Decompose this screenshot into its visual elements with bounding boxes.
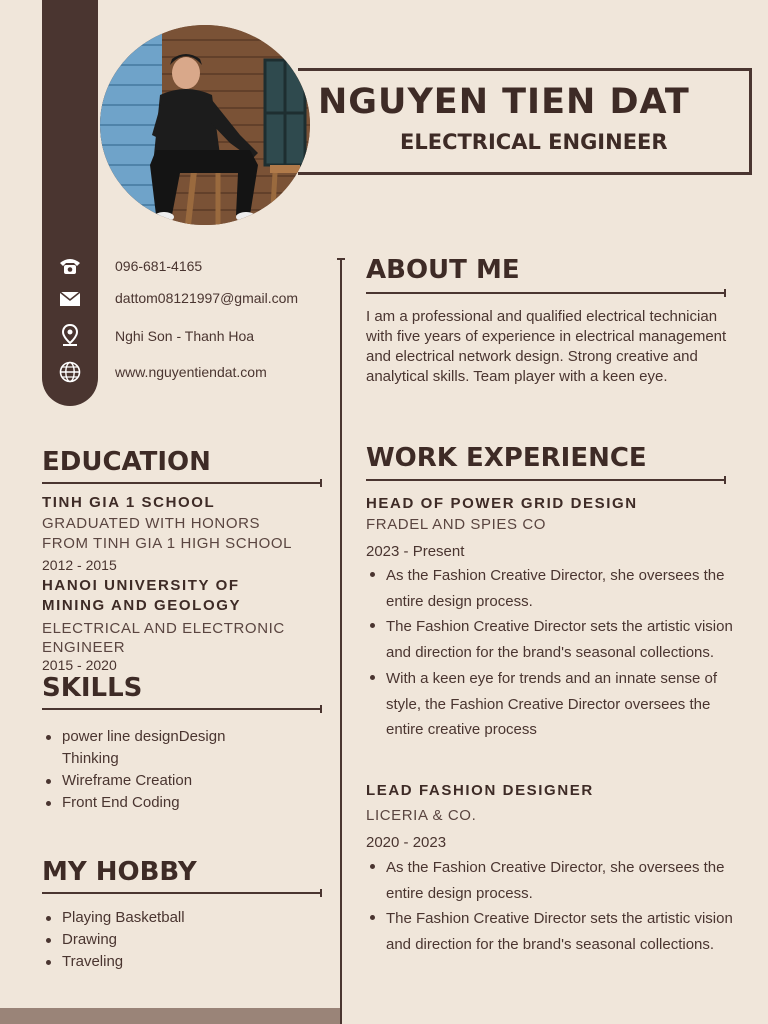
list-item: The Fashion Creative Director sets the artistic vision and direction for the brand's seasonal collections.: [366, 906, 736, 957]
skills-heading: SKILLS: [42, 673, 143, 703]
full-name: NGUYEN TIEN DAT: [318, 82, 690, 122]
list-item: With a keen eye for trends and an innate sense of style, the Fashion Creative Director oversees the entire creative process: [366, 666, 736, 743]
education-school-2b: MINING AND GEOLOGY: [42, 597, 242, 614]
education-heading: EDUCATION: [42, 447, 211, 477]
education-desc-1a: GRADUATED WITH HONORS: [42, 515, 261, 532]
hobby-rule: [42, 892, 320, 894]
work-heading: WORK EXPERIENCE: [366, 443, 647, 473]
job-2-bullets: [366, 855, 736, 958]
hobby-list: [42, 907, 302, 973]
contact-email[interactable]: dattom08121997@gmail.com: [115, 290, 299, 306]
contact-phone[interactable]: 096-681-4165: [115, 258, 203, 274]
job-2-company: LICERIA & CO.: [366, 807, 477, 824]
list-item: The Fashion Creative Director sets the artistic vision and direction for the brand's seasonal collections.: [366, 614, 736, 665]
column-divider: [340, 258, 342, 1024]
about-text: I am a professional and qualified electrical technician with five years of experience in electrical management and electrical network design. Strong creative and analytical skills. Team player with a keen eye.: [366, 308, 727, 385]
job-1-company: FRADEL AND SPIES CO: [366, 516, 547, 533]
education-school-1: TINH GIA 1 SCHOOL: [42, 494, 216, 511]
education-rule: [42, 482, 320, 484]
list-item: Drawing: [42, 929, 302, 951]
about-heading: ABOUT ME: [366, 255, 520, 285]
hobby-heading: MY HOBBY: [42, 857, 197, 887]
work-rule: [366, 479, 724, 481]
job-1-period: 2023 - Present: [366, 543, 465, 560]
job-1-role: HEAD OF POWER GRID DESIGN: [366, 495, 638, 512]
mail-icon: [56, 287, 84, 311]
list-item: Playing Basketball: [42, 907, 302, 929]
skills-list: [42, 726, 282, 814]
education-years-1: 2012 - 2015: [42, 557, 117, 573]
list-item: power line designDesign Thinking: [42, 726, 282, 770]
job-title: ELECTRICAL ENGINEER: [400, 130, 668, 154]
list-item: Front End Coding: [42, 792, 282, 814]
location-pin-icon: [56, 323, 84, 347]
job-2-period: 2020 - 2023: [366, 834, 447, 851]
phone-icon: [56, 254, 84, 278]
list-item: As the Fashion Creative Director, she oversees the entire design process.: [366, 563, 736, 614]
education-desc-1b: FROM TINH GIA 1 HIGH SCHOOL: [42, 535, 293, 552]
education-years-2: 2015 - 2020: [42, 657, 117, 673]
education-school-2a: HANOI UNIVERSITY OF: [42, 577, 240, 594]
globe-icon: [56, 360, 84, 384]
list-item: As the Fashion Creative Director, she oversees the entire design process.: [366, 855, 736, 906]
profile-photo: [100, 25, 310, 225]
education-desc-2b: ENGINEER: [42, 639, 126, 656]
contact-address: Nghi Son - Thanh Hoa: [115, 328, 255, 344]
list-item: Traveling: [42, 951, 302, 973]
job-1-bullets: [366, 563, 736, 743]
education-desc-2a: ELECTRICAL AND ELECTRONIC: [42, 620, 285, 637]
contact-website[interactable]: www.nguyentiendat.com: [115, 364, 267, 380]
job-2-role: LEAD FASHION DESIGNER: [366, 782, 594, 799]
bottom-strip: [0, 1008, 340, 1024]
about-rule: [366, 292, 724, 294]
list-item: Wireframe Creation: [42, 770, 282, 792]
skills-rule: [42, 708, 320, 710]
